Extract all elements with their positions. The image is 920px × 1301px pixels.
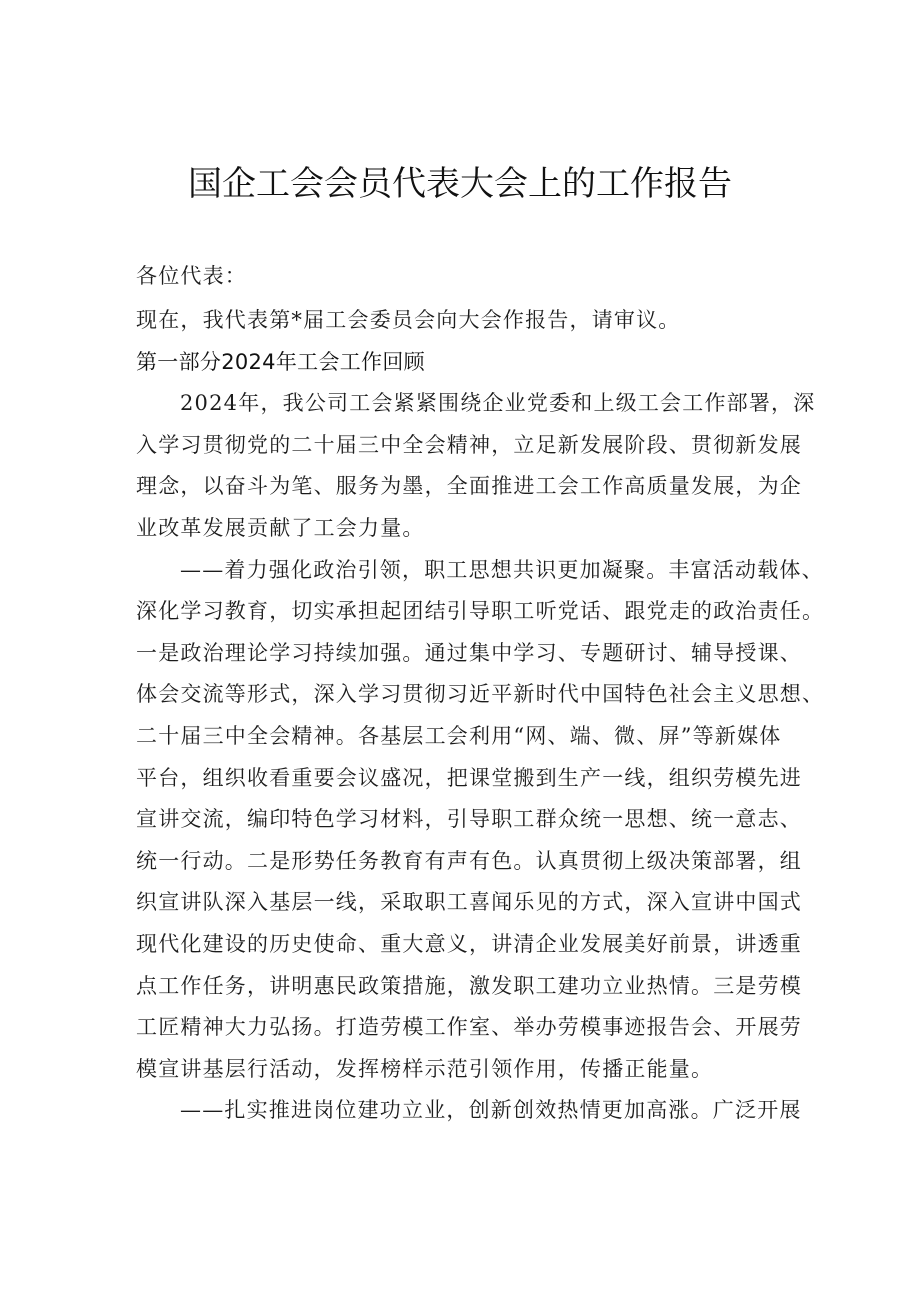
paragraph-line: 现代化建设的历史使命、重大意义，讲清企业发展美好前景，讲透重: [136, 931, 802, 956]
section-heading: 第一部分2024年工会工作回顾: [136, 349, 425, 374]
paragraph-line: 理念，以奋斗为笔、服务为墨，全面推进工会工作高质量发展，为企: [136, 474, 802, 499]
paragraph-1: [136, 383, 816, 549]
paragraph-line: 点工作任务，讲明惠民政策措施，激发职工建功立业热情。三是劳模: [136, 973, 802, 998]
paragraph-line: 一是政治理论学习持续加强。通过集中学习、专题研讨、辅导授课、: [136, 640, 802, 665]
document-body: [136, 256, 825, 1132]
paragraph-line: 宣讲交流，编印特色学习材料，引导职工群众统一思想、统一意志、: [136, 807, 802, 832]
paragraph-line: ——扎实推进岗位建功立业，创新创效热情更加高涨。广泛开展: [180, 1098, 802, 1123]
paragraph-line: 深化学习教育，切实承担起团结引导职工听党话、跟党走的政治责任。: [136, 599, 825, 624]
paragraph-line: 模宣讲基层行活动，发挥榜样示范引领作用，传播正能量。: [136, 1056, 714, 1081]
paragraph-line: 统一行动。二是形势任务教育有声有色。认真贯彻上级决策部署，组: [136, 848, 802, 873]
paragraph-3: [136, 1090, 802, 1132]
paragraph-line: 工匠精神大力弘扬。打造劳模工作室、举办劳模事迹报告会、开展劳: [136, 1015, 802, 1040]
paragraph-2: [136, 550, 825, 1091]
paragraph-line: 织宣讲队深入基层一线，采取职工喜闻乐见的方式，深入宣讲中国式: [136, 890, 802, 915]
paragraph-line: 体会交流等形式，深入学习贯彻习近平新时代中国特色社会主义思想、: [136, 682, 825, 707]
paragraph-line: 业改革发展贡献了工会力量。: [136, 515, 425, 540]
paragraph-line: 入学习贯彻党的二十届三中全会精神，立足新发展阶段、贯彻新发展: [136, 432, 802, 457]
paragraph-line: 2024年，我公司工会紧紧围绕企业党委和上级工会工作部署，深: [180, 391, 816, 416]
opening-paragraph: 现在，我代表第*届工会委员会向大会作报告，请审议。: [136, 308, 681, 332]
document-title: 国企工会会员代表大会上的工作报告: [188, 164, 732, 204]
paragraph-line: 二十届三中全会精神。各基层工会利用“网、端、微、屏”等新媒体: [136, 723, 782, 748]
paragraph-line: 平台，组织收看重要会议盛况，把课堂搬到生产一线，组织劳模先进: [136, 765, 802, 790]
paragraph-line: ——着力强化政治引领，职工思想共识更加凝聚。丰富活动载体、: [180, 557, 824, 582]
salutation: 各位代表：: [136, 264, 247, 288]
